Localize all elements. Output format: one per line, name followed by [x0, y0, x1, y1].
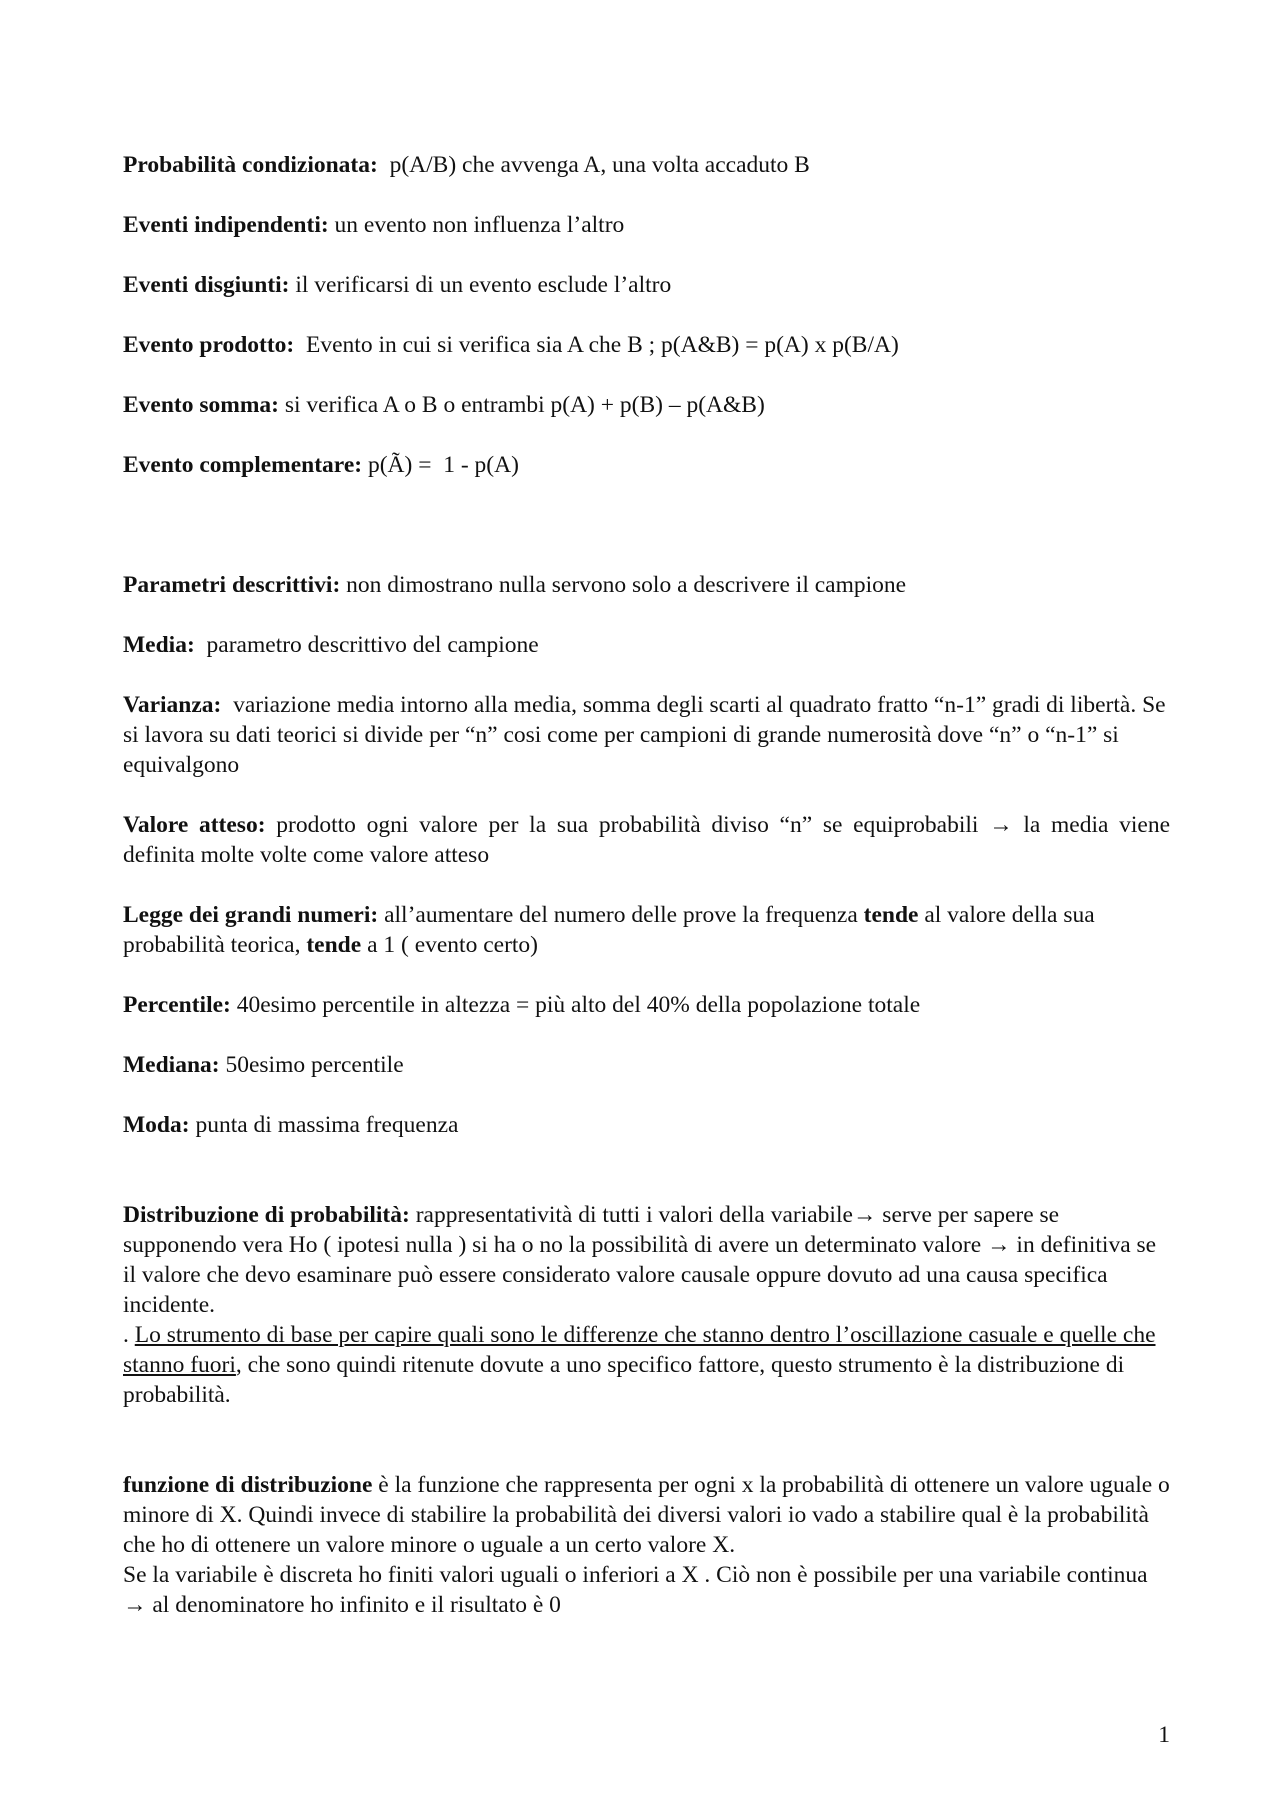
definition-text: prodotto ogni valore per la sua probabilità diviso “n” se equiprobabili → la media viene definita molte volte come valore atteso [123, 812, 1170, 868]
definition-expected-value [123, 810, 1170, 870]
definition-text: 50esimo percentile [219, 1052, 404, 1078]
definition-independent-events [123, 210, 1170, 240]
definition-variance [123, 690, 1170, 780]
definition-text: punta di massima frequenza [189, 1112, 459, 1138]
definition-mode [123, 1110, 1170, 1140]
term: funzione di distribuzione [123, 1472, 373, 1498]
definition-text: si verifica A o B o entrambi p(A) + p(B) – p(A&B) [279, 392, 765, 418]
definition-text: Evento in cui si verifica sia A che B ; p(A&B) = p(A) x p(B/A) [294, 332, 899, 358]
definition-text: rappresentatività di tutti i valori della variabile→ serve per sapere se supponendo vera Ho ( ipotesi nulla ) si ha o no la possibilità di avere un determinato valore → in definitiva se il valore che devo esaminare può essere considerato valore causale oppure dovuto ad una causa specifica incidente. [123, 1202, 1157, 1318]
term: Valore atteso: [123, 812, 266, 838]
term: Moda: [123, 1112, 190, 1138]
term: Eventi indipendenti: [123, 212, 329, 238]
definition-text: . [123, 1322, 135, 1348]
definition-text: è la funzione che rappresenta per ogni x la probabilità di ottenere un valore uguale o minore di X. Quindi invece di stabilire la probabilità dei diversi valori io vado a stabilire qual è la probabilità che ho di ottenere un valore minore o uguale a un certo valore X. [123, 1472, 1170, 1558]
definition-text: al valore della sua probabilità teorica, [123, 902, 1095, 958]
document-body [123, 150, 1170, 1620]
term: Mediana: [123, 1052, 220, 1078]
term: Percentile: [123, 992, 231, 1018]
definition-text: non dimostrano nulla servono solo a descrivere il campione [340, 572, 907, 598]
term: Distribuzione di probabilità: [123, 1202, 410, 1228]
term: Eventi disgiunti: [123, 272, 290, 298]
emphasis: tende [863, 902, 919, 928]
definition-mean [123, 630, 1170, 660]
term: Media: [123, 632, 195, 658]
definition-descriptive-parameters [123, 570, 1170, 600]
term: Parametri descrittivi: [123, 572, 341, 598]
underlined-text: Lo strumento di base per capire quali sono le differenze che stanno dentro l’oscillazione casuale e quelle che stanno fuori [123, 1322, 1156, 1378]
definition-median [123, 1050, 1170, 1080]
term: Probabilità condizionata: [123, 152, 378, 178]
definition-text: p(A/B) che avvenga A, una volta accaduto B [377, 152, 810, 178]
definition-distribution-function [123, 1470, 1170, 1620]
term: Evento prodotto: [123, 332, 295, 358]
definition-product-event [123, 330, 1170, 360]
definition-sum-event [123, 390, 1170, 420]
term: Legge dei grandi numeri: [123, 902, 379, 928]
definition-text: variazione media intorno alla media, somma degli scarti al quadrato fratto “n-1” gradi di libertà. Se si lavora su dati teorici si divide per “n” cosi come per campioni di grande numerosità dove “n” o “n-1” si equivalgono [123, 692, 1172, 778]
definition-text: il verificarsi di un evento esclude l’altro [289, 272, 672, 298]
term: Evento somma: [123, 392, 279, 418]
definition-probability-distribution [123, 1200, 1170, 1410]
definition-text: parametro descrittivo del campione [194, 632, 539, 658]
definition-percentile [123, 990, 1170, 1020]
definition-text: , che sono quindi ritenute dovute a uno specifico fattore, questo strumento è la distribuzione di probabilità. [123, 1352, 1125, 1408]
emphasis: tende [306, 932, 362, 958]
page-number: 1 [1158, 1722, 1170, 1748]
definition-text: a 1 ( evento certo) [361, 932, 538, 958]
definition-text: Se la variabile è discreta ho finiti valori uguali o inferiori a X . Ciò non è possibile per una variabile continua → al denominatore ho infinito e il risultato è 0 [123, 1562, 1148, 1618]
definition-conditional-probability [123, 150, 1170, 180]
definition-law-of-large-numbers [123, 900, 1170, 960]
definition-complementary-event [123, 450, 1170, 480]
definition-text: un evento non influenza l’altro [328, 212, 625, 238]
term: Varianza: [123, 692, 222, 718]
definition-text: 40esimo percentile in altezza = più alto del 40% della popolazione totale [230, 992, 921, 1018]
definition-disjoint-events [123, 270, 1170, 300]
definition-text: all’aumentare del numero delle prove la frequenza [378, 902, 864, 928]
definition-text: p(Ã) = 1 - p(A) [362, 452, 519, 478]
term: Evento complementare: [123, 452, 363, 478]
